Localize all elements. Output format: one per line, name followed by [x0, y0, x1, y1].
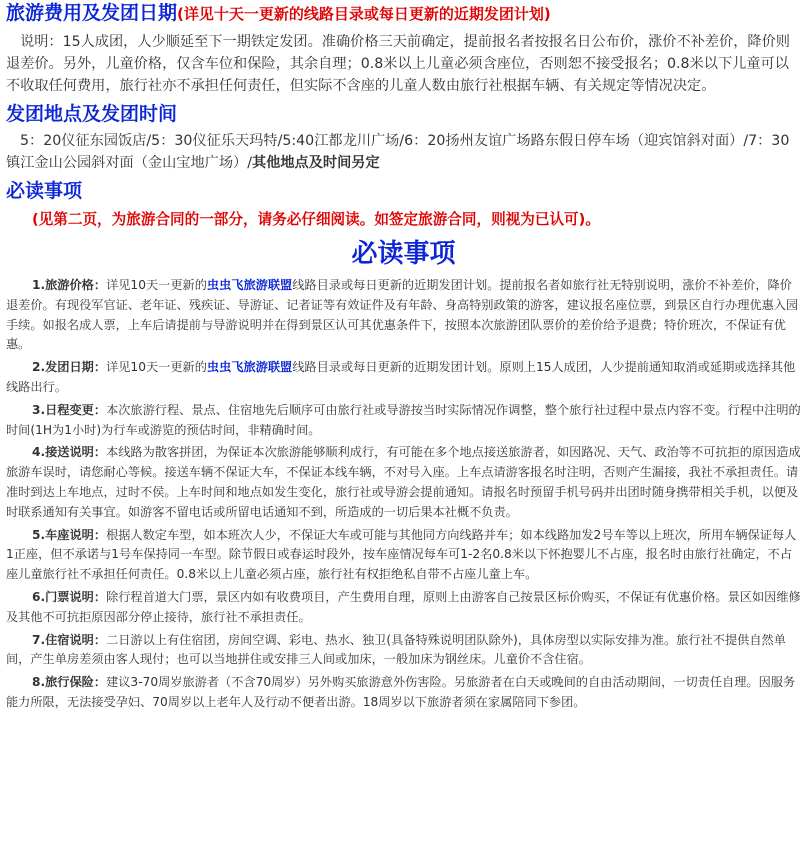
rule-title: 3.日程变更： — [32, 402, 107, 417]
fee-section-body — [6, 31, 801, 97]
rule-text: 线路目录或每日更新的近期发团计划。提前报名者如旅行社无特别说明，涨价不补差价，降价退差价。有现役军官证、老年证、残疾证、导游证、记者证等有效证件及有年龄、身高特别政策的游客，建议报名座位票，到景区自行办理优惠入园手续。如报名成人票，上车后请提前与导游说明并在得到景区认可其优惠条件下，按照本次旅游团队票价的差价给予退费；特价班次，不保证有优惠。 — [6, 278, 799, 352]
fee-section-text: 说明：15人成团，人少顺延至下一期铁定发团。准确价格三天前确定，提前报名者按报名日公布价，涨价不补差价，降价则退差价。另外，儿童价格，仅含车位和保险，其余自理；0.8米以上儿童必须含座位，否则恕不接受报名；0.8米以下儿童可以不收取任何费用，旅行社亦不承担任何责任，但实际不含座的儿童人数由旅行社根据车辆、有关规定等情况决定。 — [6, 34, 790, 94]
rule-text-pre: 详见10天一更新的 — [106, 278, 207, 292]
rule-item — [6, 526, 801, 585]
rule-item — [6, 673, 801, 713]
mustread-section-title: 必读事项 — [6, 180, 83, 202]
rule-title: 1.旅游价格： — [32, 278, 107, 292]
rule-item — [6, 588, 801, 628]
rule-text: 建议3-70周岁旅游者（不含70周岁）另外购买旅游意外伤害险。另旅游者在白天或晚间的自由活动期间，一切责任自理。因服务能力所限，无法接受孕妇、70周岁以上老年人及行动不便者出游。18周岁以下旅游者须在家属陪同下参团。 — [6, 675, 796, 709]
rule-org-name: 虫虫飞旅游联盟 — [206, 360, 293, 375]
rules-list — [6, 276, 801, 713]
fee-section-heading — [6, 1, 801, 26]
mustread-section-note: (见第二页，为旅游合同的一部分，请务必仔细阅读。如签定旅游合同，则视为已认可)。 — [32, 211, 600, 228]
fee-section-title: 旅游费用及发团日期 — [6, 2, 178, 24]
rule-text: 本线路为散客拼团，为保证本次旅游能够顺利成行，有可能在多个地点接送旅游者，如因路况、天气、政治等不可抗拒的原因造成旅游车误时，请您耐心等候。接送车辆不保证大车，不保证本线车辆，不对号入座。上车点请游客报名时注明，否则产生漏接，我社不承担责任。请准时到达上车地点，过时不侯。上车时间和地点如发生变化，旅行社或导游会提前通知。请报名时预留手机号码并出团时随身携带相关手机，以便及时联系通知有关事宜。如游客不留电话或所留电话通知不到，所造成的一切后果本社概不负责。 — [6, 445, 801, 519]
rule-title: 2.发团日期： — [32, 360, 107, 375]
mustread-section-heading — [6, 179, 801, 203]
document-page — [0, 1, 807, 854]
rule-text-pre: 详见10天一更新的 — [106, 360, 207, 375]
rule-text: 除行程首道大门票，景区内如有收费项目，产生费用自理，原则上由游客自己按景区标价购买，不保证有优惠价格。景区如因维修及其他不可抗拒原因部分停止接待，旅行社不承担责任。 — [6, 589, 801, 624]
departure-section-text: 5：20仪征东园饭店/5：30仪征乐天玛特/5:40江都龙川广场/6：20扬州友谊广场路东假日停车场（迎宾馆斜对面）/7：30镇江金山公园斜对面（金山宝地广场）/ — [6, 133, 790, 171]
rule-title: 4.接送说明： — [32, 445, 107, 460]
departure-section-text-bold: 其他地点及时间另定 — [251, 155, 380, 171]
rule-org-name: 虫虫飞旅游联盟 — [206, 278, 293, 292]
rule-title: 5.车座说明： — [32, 527, 107, 542]
departure-section-heading — [6, 102, 801, 126]
rule-item — [6, 443, 801, 522]
rule-title: 6.门票说明： — [32, 589, 107, 604]
rule-item — [6, 401, 801, 441]
rule-title: 8.旅行保险： — [32, 675, 107, 690]
rule-text: 根据人数定车型，如本班次人少，不保证大车或可能与其他同方向线路并车；如本线路加发2号车等以上班次，所用车辆保证每人1正座，但不承诺与1号车保持同一车型。除节假日或春运时段外，按车座情况每车可1-2名0.8米以下怀抱婴儿不占座，报名时由旅行社确定，不占座儿童旅行社不承担任何责任。0.8米以上儿童必须占座，旅行社有权拒绝私自带不占座儿童上车。 — [6, 527, 797, 582]
big-title: 必读事项 — [351, 239, 456, 269]
rule-text: 二日游以上有住宿团，房间空调、彩电、热水、独卫(具备特殊说明团队除外)，具体房型以实际安排为准。旅行社不提供自然单间，产生单房差须由客人现付；也可以当地拼住或安排三人间或加床，一般加床为钢丝床。儿童价不含住宿。 — [6, 632, 786, 667]
rule-item — [6, 631, 801, 671]
rule-item — [6, 358, 801, 398]
rule-text: 本次旅游行程、景点、住宿地先后顺序可由旅行社或导游按当时实际情况作调整，整个旅行社过程中景点内容不变。行程中注明的时间(1H为1小时)为行车或游览的预估时间，非精确时间。 — [6, 402, 801, 437]
rule-title: 7.住宿说明： — [32, 632, 107, 647]
rule-text: 线路目录或每日更新的近期发团计划。原则上15人成团，人少提前通知取消或延期或选择其他线路出行。 — [6, 360, 796, 394]
fee-section-note: (详见十天一更新的线路目录或每日更新的近期发团计划) — [177, 5, 551, 23]
departure-section-body — [6, 130, 801, 174]
rule-item — [6, 276, 801, 355]
departure-section-title: 发团地点及发团时间 — [6, 103, 178, 125]
